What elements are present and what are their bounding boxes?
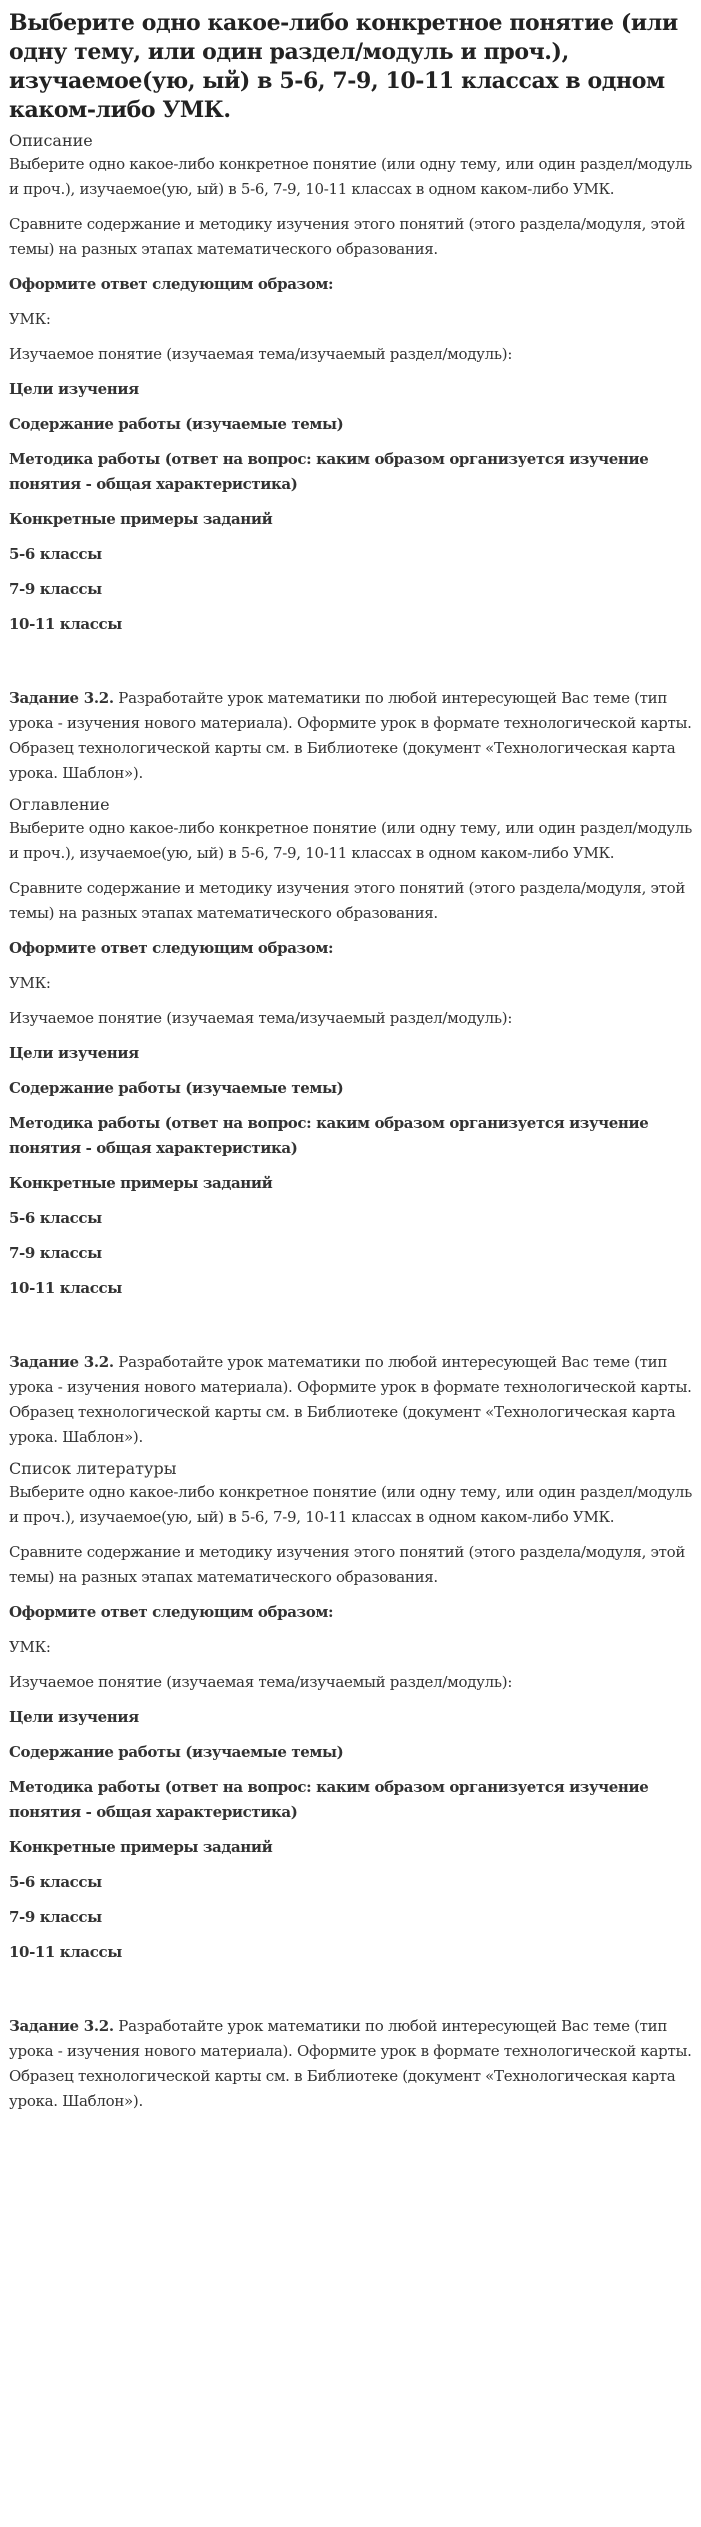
task-paragraph (9, 1350, 692, 1450)
spacer (9, 647, 692, 686)
grade-5-6-heading: 5-6 классы (9, 545, 102, 563)
task-text: Разработайте урок математики по любой интересующей Вас теме (тип урока - изучения нового материала). Оформите урок в формате технологической карты. Образец технологической карты см. в Библиотеке (документ «Технологическая карта урока. Шаблон»). (9, 1353, 692, 1446)
umk-line: УМК: (9, 1638, 51, 1656)
intro-paragraph: Выберите одно какое-либо конкретное понятие (или одну тему, или один раздел/модуль и проч.), изучаемое(ую, ый) в 5-6, 7-9, 10-11 классах в одном каком-либо УМК. (9, 155, 692, 198)
format-heading: Оформите ответ следующим образом: (9, 1603, 334, 1621)
task-paragraph (9, 2014, 692, 2114)
spacer (9, 1975, 692, 2014)
examples-heading: Конкретные примеры заданий (9, 1174, 273, 1192)
section-description (9, 130, 692, 786)
format-heading: Оформите ответ следующим образом: (9, 275, 334, 293)
grade-5-6-heading: 5-6 классы (9, 1873, 102, 1891)
compare-paragraph: Сравните содержание и методику изучения этого понятий (этого раздела/модуля, этой темы) на разных этапах математического образования. (9, 1543, 686, 1586)
examples-heading: Конкретные примеры заданий (9, 1838, 273, 1856)
method-heading: Методика работы (ответ на вопрос: каким образом организуется изучение понятия - общая характеристика) (9, 1114, 649, 1157)
task-label: Задание 3.2. (9, 689, 114, 707)
compare-paragraph: Сравните содержание и методику изучения этого понятий (этого раздела/модуля, этой темы) на разных этапах математического образования. (9, 215, 686, 258)
section-bibliography (9, 1458, 692, 2114)
grade-7-9-heading: 7-9 классы (9, 1908, 102, 1926)
goals-heading: Цели изучения (9, 380, 139, 398)
section-contents (9, 794, 692, 1450)
umk-line: УМК: (9, 310, 51, 328)
section-label: Оглавление (9, 795, 110, 814)
method-heading: Методика работы (ответ на вопрос: каким образом организуется изучение понятия - общая характеристика) (9, 450, 649, 493)
format-heading: Оформите ответ следующим образом: (9, 939, 334, 957)
task-label: Задание 3.2. (9, 2017, 114, 2035)
examples-heading: Конкретные примеры заданий (9, 510, 273, 528)
content-heading: Содержание работы (изучаемые темы) (9, 415, 344, 433)
grade-10-11-heading: 10-11 классы (9, 1943, 122, 1961)
concept-line: Изучаемое понятие (изучаемая тема/изучаемый раздел/модуль): (9, 345, 513, 363)
task-label: Задание 3.2. (9, 1353, 114, 1371)
grade-5-6-heading: 5-6 классы (9, 1209, 102, 1227)
method-heading: Методика работы (ответ на вопрос: каким образом организуется изучение понятия - общая характеристика) (9, 1778, 649, 1821)
task-text: Разработайте урок математики по любой интересующей Вас теме (тип урока - изучения нового материала). Оформите урок в формате технологической карты. Образец технологической карты см. в Библиотеке (документ «Технологическая карта урока. Шаблон»). (9, 689, 692, 782)
concept-line: Изучаемое понятие (изучаемая тема/изучаемый раздел/модуль): (9, 1009, 513, 1027)
content-heading: Содержание работы (изучаемые темы) (9, 1079, 344, 1097)
task-text: Разработайте урок математики по любой интересующей Вас теме (тип урока - изучения нового материала). Оформите урок в формате технологической карты. Образец технологической карты см. в Библиотеке (документ «Технологическая карта урока. Шаблон»). (9, 2017, 692, 2110)
intro-paragraph: Выберите одно какое-либо конкретное понятие (или одну тему, или один раздел/модуль и проч.), изучаемое(ую, ый) в 5-6, 7-9, 10-11 классах в одном каком-либо УМК. (9, 819, 692, 862)
task-paragraph (9, 686, 692, 786)
section-label: Описание (9, 131, 93, 150)
grade-10-11-heading: 10-11 классы (9, 1279, 122, 1297)
grade-10-11-heading: 10-11 классы (9, 615, 122, 633)
grade-7-9-heading: 7-9 классы (9, 1244, 102, 1262)
compare-paragraph: Сравните содержание и методику изучения этого понятий (этого раздела/модуля, этой темы) на разных этапах математического образования. (9, 879, 686, 922)
page-title: Выберите одно какое-либо конкретное понятие (или одну тему, или один раздел/модуль и проч.), изучаемое(ую, ый) в 5-6, 7-9, 10-11 классах в одном каком-либо УМК. (9, 10, 678, 123)
concept-line: Изучаемое понятие (изучаемая тема/изучаемый раздел/модуль): (9, 1673, 513, 1691)
content-heading: Содержание работы (изучаемые темы) (9, 1743, 344, 1761)
grade-7-9-heading: 7-9 классы (9, 580, 102, 598)
goals-heading: Цели изучения (9, 1708, 139, 1726)
umk-line: УМК: (9, 974, 51, 992)
spacer (9, 1311, 692, 1350)
goals-heading: Цели изучения (9, 1044, 139, 1062)
section-label: Список литературы (9, 1459, 177, 1478)
intro-paragraph: Выберите одно какое-либо конкретное понятие (или одну тему, или один раздел/модуль и проч.), изучаемое(ую, ый) в 5-6, 7-9, 10-11 классах в одном каком-либо УМК. (9, 1483, 692, 1526)
